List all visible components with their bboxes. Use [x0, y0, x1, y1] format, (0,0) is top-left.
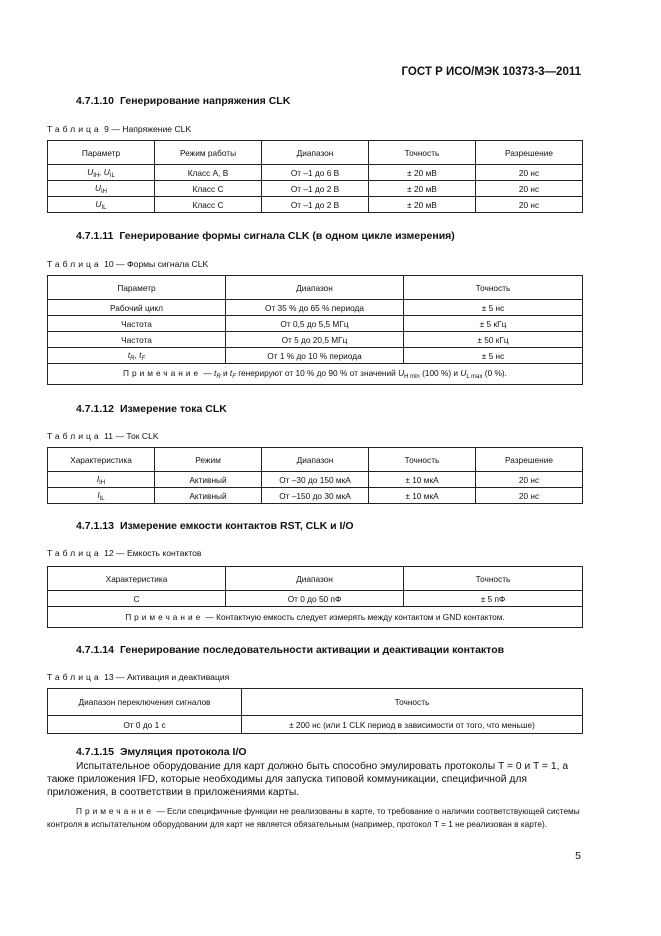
table-10-caption: Таблица 10 — Формы сигнала CLK	[47, 259, 209, 269]
table-10	[47, 275, 583, 385]
table-9-caption: Таблица 9 — Напряжение CLK	[47, 124, 192, 134]
table-12-note: Примечание — Контактную емкость следует измерять между контактом и GND контактом.	[48, 607, 583, 628]
table-header-row: Диапазон переключения сигналов Точность	[48, 689, 583, 716]
section-heading-4-7-1-10: 4.7.1.10 Генерирование напряжения CLK	[76, 95, 291, 107]
table-12	[47, 566, 583, 628]
table-row: $I_{IL}$ Активный От –150 до 30 мкА ± 10 мкА 20 нс	[48, 488, 583, 504]
table-10-note: Примечание — $t_R$ и $t_F$ генерируют от 10 % до 90 % от значений $U_{H min}$ (100 %) и $U_{L max}$ (0 %).	[48, 364, 583, 385]
table-row: $U_{IH}$ Класс C От –1 до 2 В ± 20 мВ 20 нс	[48, 181, 583, 197]
table-row: Рабочий цикл От 35 % до 65 % периода ± 5 нс	[48, 300, 583, 316]
table-header-row: Характеристика Диапазон Точность	[48, 567, 583, 591]
table-row: От 0 до 1 с ± 200 нс (или 1 CLK период в зависимости от того, что меньше)	[48, 716, 583, 734]
table-row: $U_{IH}$, $U_{IL}$ Класс A, B От –1 до 6 В ± 20 мВ 20 нс	[48, 165, 583, 181]
table-row: $I_{IH}$ Активный От –30 до 150 мкА ± 10 мкА 20 нс	[48, 472, 583, 488]
section-heading-4-7-1-13: 4.7.1.13 Измерение емкости контактов RST, CLK и I/O	[76, 520, 354, 532]
table-13-caption: Таблица 13 — Активация и деактивация	[47, 672, 230, 682]
table-11-caption: Таблица 11 — Ток CLK	[47, 431, 159, 441]
table-note-row	[48, 364, 583, 385]
document-header: ГОСТ Р ИСО/МЭК 10373-3—2011	[401, 66, 581, 78]
table-header-row: Характеристика Режим Диапазон Точность Разрешение	[48, 448, 583, 472]
table-9	[47, 140, 583, 213]
table-row: C От 0 до 50 пФ ± 5 пФ	[48, 591, 583, 607]
table-row: $U_{IL}$ Класс C От –1 до 2 В ± 20 мВ 20 нс	[48, 197, 583, 213]
section-heading-4-7-1-14: 4.7.1.14 Генерирование последовательности активации и деактивации контактов	[76, 644, 505, 656]
table-header-row: Параметр Диапазон Точность	[48, 276, 583, 300]
section-heading-4-7-1-15: 4.7.1.15 Эмуляция протокола I/O	[76, 746, 247, 758]
table-11	[47, 447, 583, 504]
section-4-7-1-15-note: Примечание — Если специфичные функции не реализованы в карте, то требование о наличии соответствующей системы контроля в испытательном оборудовании для карт не является обязательным (например, протокол T = 1 не реализован в карте).	[47, 806, 580, 829]
table-row: Частота От 5 до 20,5 МГц ± 50 кГц	[48, 332, 583, 348]
section-heading-4-7-1-11: 4.7.1.11 Генерирование формы сигнала CLK (в одном цикле измерения)	[76, 230, 455, 242]
page-number: 5	[575, 850, 581, 862]
section-4-7-1-15-body: Испытательное оборудование для карт должно быть способно эмулировать протоколы T = 0 и T = 1, а также приложения IFD, которые необходимы для запуска типовой коммуникации, специфичной для приложения, в соответствии в приложениями карты.	[47, 761, 569, 798]
table-note-row	[48, 607, 583, 628]
table-12-caption: Таблица 12 — Емкость контактов	[47, 548, 202, 558]
table-13	[47, 688, 583, 734]
table-header-row: Параметр Режим работы Диапазон Точность Разрешение	[48, 141, 583, 165]
section-heading-4-7-1-12: 4.7.1.12 Измерение тока CLK	[76, 403, 227, 415]
table-row: $t_R$, $t_F$ От 1 % до 10 % периода ± 5 нс	[48, 348, 583, 364]
table-row: Частота От 0,5 до 5,5 МГц ± 5 кГц	[48, 316, 583, 332]
